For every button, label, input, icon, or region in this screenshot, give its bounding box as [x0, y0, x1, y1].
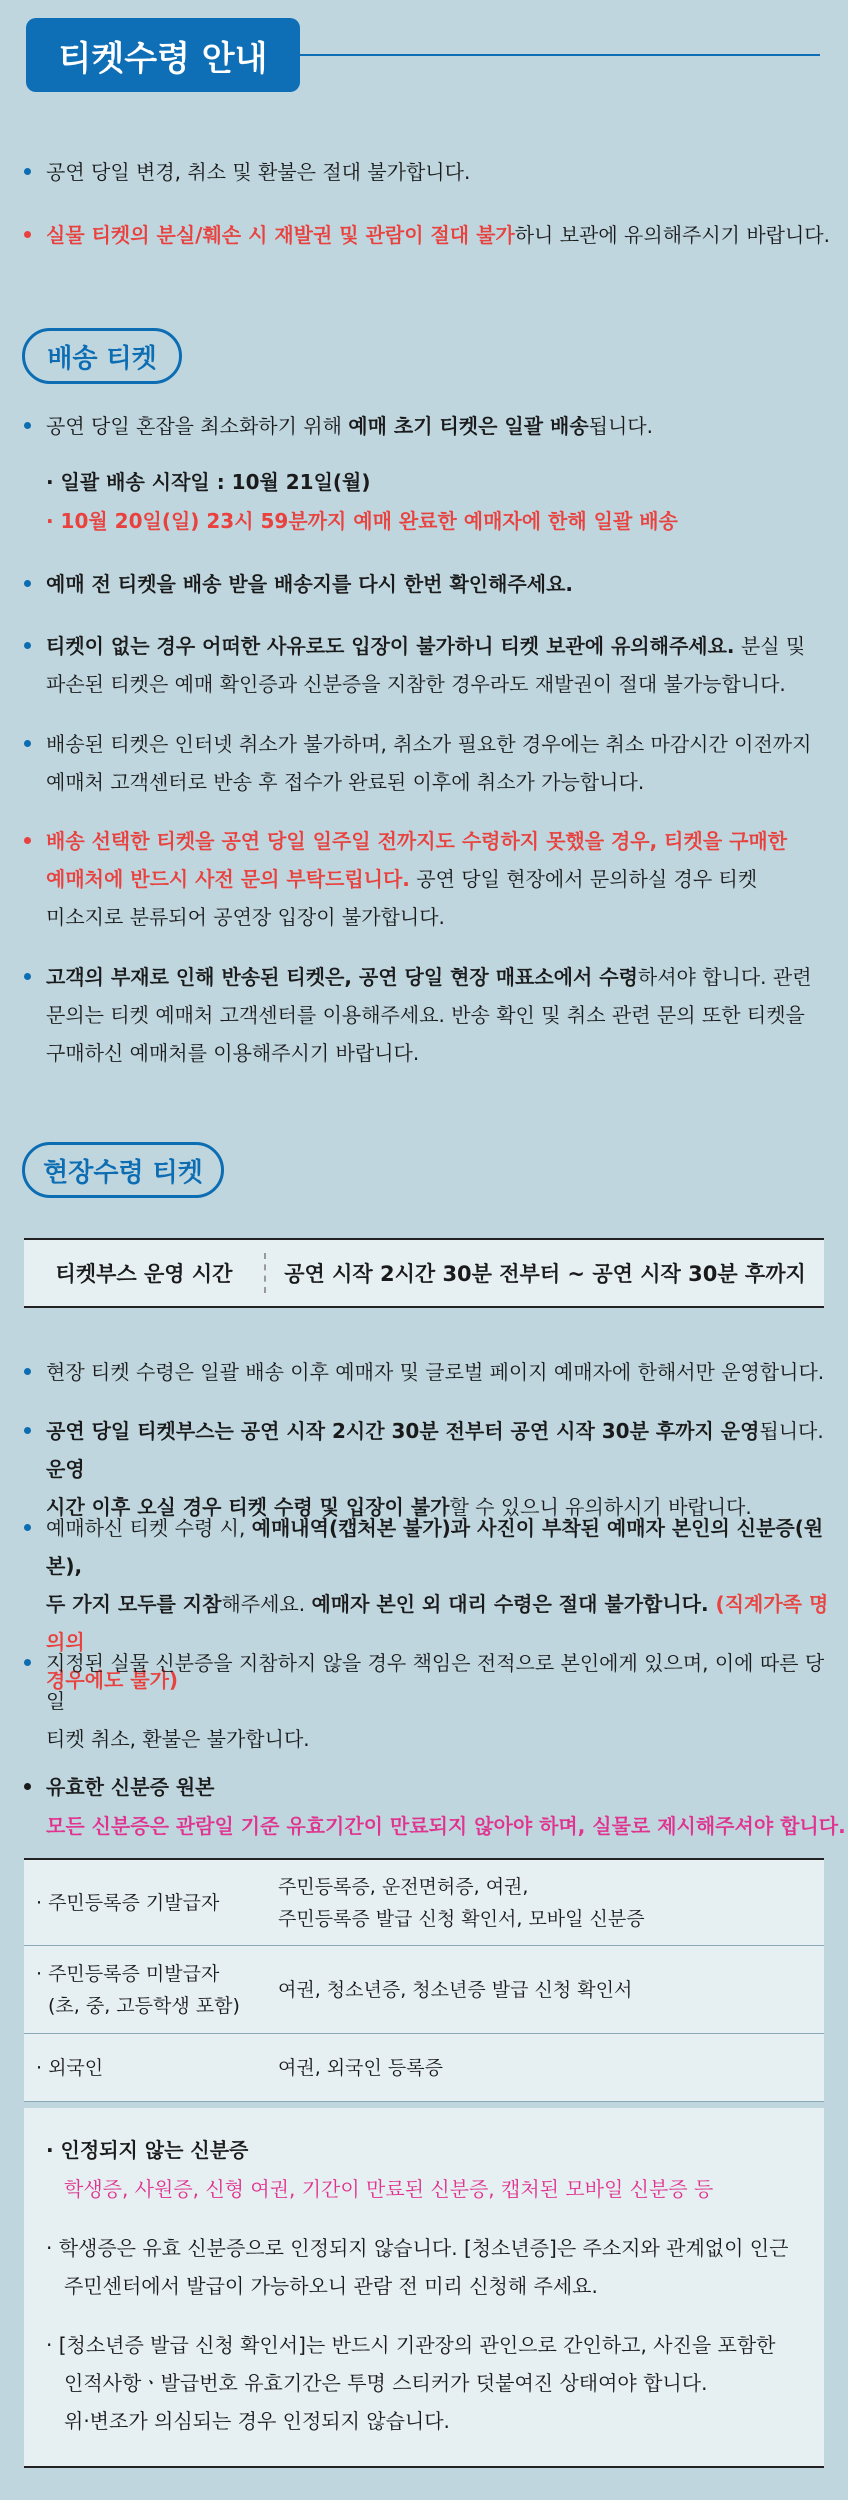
bullet-dot	[24, 422, 31, 429]
booth-hours-label: 티켓부스 운영 시간	[55, 1262, 233, 1286]
delivery-deadline: · 10월 20일(일) 23시 59분까지 예매 완료한 예매자에 한해 일괄 배송	[46, 509, 678, 533]
onsite-q1: 현장 티켓 수령은 일괄 배송 이후 예매자 및 글로벌 페이지 예매자에 한해서만 운영합니다.	[46, 1360, 825, 1384]
intro-item-1: 공연 당일 변경, 취소 및 환불은 절대 불가합니다.	[46, 160, 471, 184]
delivery-p4: 배송된 티켓은 인터넷 취소가 불가하며, 취소가 필요한 경우에는 취소 마감시간 이전까지 예매처 고객센터로 반송 후 접수가 완료된 이후에 취소가 가능합니다.	[46, 732, 812, 794]
bullet-dot	[24, 642, 31, 649]
bullet-dot	[24, 837, 31, 844]
valid-id-subheading: 모든 신분증은 관람일 기준 유효기간이 만료되지 않아야 하며, 실물로 제시해주셔야 합니다.	[46, 1814, 846, 1838]
delivery-start-date: · 일괄 배송 시작일 : 10월 21일(월)	[46, 470, 371, 494]
id-category: · 주민등록증 미발급자 (초, 중, 고등학생 포함)	[36, 1962, 240, 2017]
delivery-p6: 고객의 부재로 인해 반송된 티켓은, 공연 당일 현장 매표소에서 수령하셔야 합니다. 관련 문의는 티켓 예매처 고객센터를 이용해주세요. 반송 확인 및 취소 관련 문의 또한 티켓을 구매하신 예매처를 이용해주시기 바랍니다.	[46, 965, 812, 1065]
invalid-id-note-1: · 학생증은 유효 신분증으로 인정되지 않습니다. [청소년증]은 주소지와 관계없이 인근 주민센터에서 발급이 가능하오니 관람 전 미리 신청해 주세요.	[46, 2236, 789, 2298]
bullet-dot	[24, 168, 31, 175]
bullet-dot	[24, 1659, 31, 1666]
delivery-p3: 티켓이 없는 경우 어떠한 사유로도 입장이 불가하니 티켓 보관에 유의해주세요. 분실 및 파손된 티켓은 예매 확인증과 신분증을 지참한 경우라도 재발권이 절대 불가능합니다.	[46, 634, 806, 696]
delivery-p1: 공연 당일 혼잡을 최소화하기 위해 예매 초기 티켓은 일괄 배송됩니다.	[46, 414, 653, 438]
id-types: 여권, 청소년증, 청소년증 발급 신청 확인서	[278, 1978, 633, 2001]
delivery-section-pill: 배송 티켓	[22, 328, 182, 384]
page-title: 티켓수령 안내	[26, 18, 300, 92]
bullet-dot	[24, 231, 31, 238]
bullet-dot	[24, 740, 31, 747]
bullet-dot	[24, 973, 31, 980]
table-row	[24, 1946, 824, 2034]
valid-id-heading: 유효한 신분증 원본	[46, 1775, 215, 1799]
bullet-dot	[24, 1427, 31, 1434]
invalid-id-note-2: · [청소년증 발급 신청 확인서]는 반드시 기관장의 관인으로 간인하고, 사진을 포함한 인적사항ㆍ발급번호 유효기간은 투명 스티커가 덧붙여진 상태여야 합니다. 위·변조가 의심되는 경우 인정되지 않습니다.	[46, 2333, 776, 2433]
delivery-p5: 배송 선택한 티켓을 공연 당일 일주일 전까지도 수령하지 못했을 경우, 티켓을 구매한 예매처에 반드시 사전 문의 부탁드립니다. 공연 당일 현장에서 문의하실 경우 티켓 미소지로 분류되어 공연장 입장이 불가합니다.	[46, 829, 788, 929]
booth-hours-value: 공연 시작 2시간 30분 전부터 ~ 공연 시작 30분 후까지	[284, 1262, 806, 1286]
onsite-q2: 공연 당일 티켓부스는 공연 시작 2시간 30분 전부터 공연 시작 30분 후까지 운영됩니다. 운영 시간 이후 오실 경우 티켓 수령 및 입장이 불가할 수 있으니 유의하시기 바랍니다.	[46, 1419, 824, 1519]
id-types: 여권, 외국인 등록증	[278, 2056, 443, 2079]
booth-hours-table	[24, 1238, 824, 1308]
bullet-dot	[24, 1524, 31, 1531]
invalid-id-title: · 인정되지 않는 신분증	[46, 2138, 249, 2162]
onsite-q3: 예매하신 티켓 수령 시, 예매내역(캡처본 불가)과 사진이 부착된 예매자 본인의 신분증(원본), 두 가지 모두를 지참해주세요. 예매자 본인 외 대리 수령은 절대 불가합니다. (직계가족 명의의 경우에도 불가)	[46, 1516, 829, 1692]
intro-item-2: 실물 티켓의 분실/훼손 시 재발권 및 관람이 절대 불가하니 보관에 유의해주시기 바랍니다.	[46, 223, 830, 247]
onsite-section-pill: 현장수령 티켓	[22, 1142, 224, 1198]
delivery-p2: 예매 전 티켓을 배송 받을 배송지를 다시 한번 확인해주세요.	[46, 572, 573, 596]
table-row	[24, 1860, 824, 1946]
id-types: 주민등록증, 운전면허증, 여권, 주민등록증 발급 신청 확인서, 모바일 신분증	[278, 1875, 645, 1930]
invalid-id-list: 학생증, 사원증, 신형 여권, 기간이 만료된 신분증, 캡처된 모바일 신분증 등	[64, 2177, 714, 2201]
id-category: · 주민등록증 기발급자	[36, 1891, 220, 1914]
bullet-dot	[24, 580, 31, 587]
title-rule	[300, 54, 820, 56]
onsite-q4: 지정된 실물 신분증을 지참하지 않을 경우 책임은 전적으로 본인에게 있으며, 이에 따른 당일 티켓 취소, 환불은 불가합니다.	[46, 1651, 825, 1751]
table-row	[24, 2034, 824, 2102]
valid-id-table	[24, 1858, 824, 2102]
bullet-dot	[24, 1368, 31, 1375]
id-category: · 외국인	[36, 2056, 104, 2079]
bullet-dot	[24, 1783, 31, 1790]
